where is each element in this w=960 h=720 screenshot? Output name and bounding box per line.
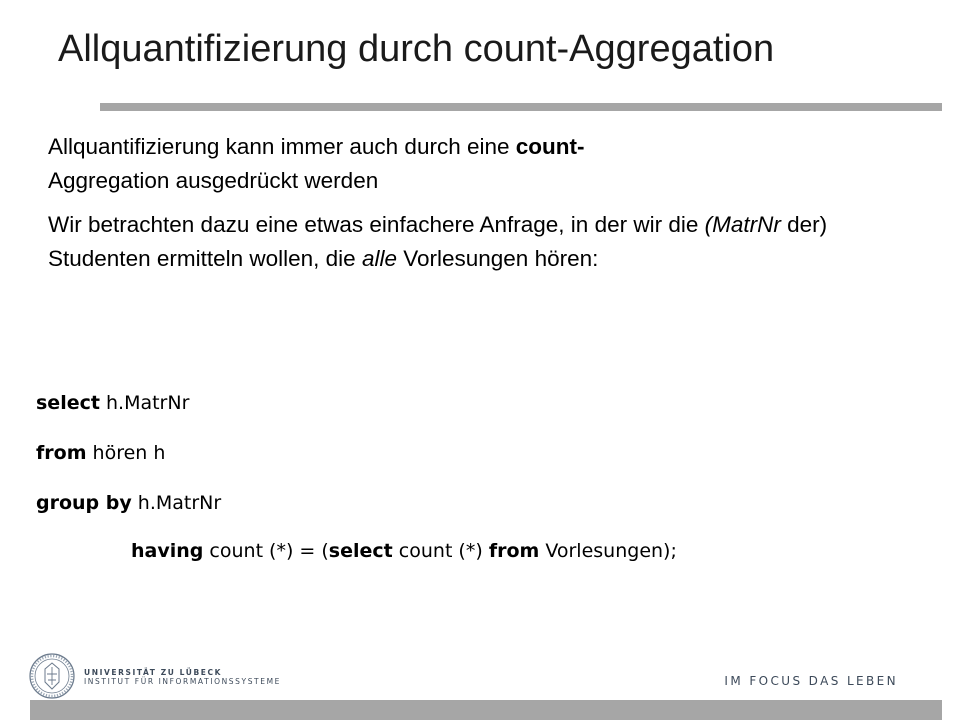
paragraph-2-text-1: Wir betrachten dazu eine etwas einfachere Anfrage, in der wir die bbox=[48, 212, 705, 237]
sql-line-group-by bbox=[36, 492, 221, 514]
sql-text: h.MatrNr bbox=[131, 492, 222, 514]
paragraph-2 bbox=[48, 208, 908, 276]
footer-bar bbox=[30, 700, 942, 720]
paragraph-1-text: Allquantifizierung kann immer auch durch eine bbox=[48, 134, 516, 159]
paragraph-1-bold-count: count- bbox=[515, 134, 585, 159]
sql-line-having bbox=[131, 540, 677, 562]
slide-body bbox=[48, 130, 908, 286]
university-name bbox=[84, 668, 281, 686]
sql-text: count (*) bbox=[392, 540, 489, 562]
sql-text: h.MatrNr bbox=[99, 392, 190, 414]
university-name-line: UNIVERSITÄT ZU LÜBECK bbox=[84, 668, 223, 677]
sql-keyword: having bbox=[131, 540, 204, 562]
sql-text: hören h bbox=[86, 442, 166, 464]
sql-line-select bbox=[36, 392, 189, 414]
institute-name-line: INSTITUT FÜR INFORMATIONSSYSTEME bbox=[84, 677, 281, 686]
sql-keyword: select bbox=[328, 540, 393, 562]
university-logo bbox=[28, 652, 348, 702]
paragraph-2-text-2: der) Studenten ermitteln wollen, die bbox=[48, 212, 828, 271]
sql-keyword: from bbox=[36, 442, 87, 464]
paragraph-1 bbox=[48, 130, 908, 198]
paragraph-1-text-end: Aggregation ausgedrückt werden bbox=[48, 168, 379, 193]
university-seal-icon bbox=[28, 652, 76, 700]
sql-line-from bbox=[36, 442, 165, 464]
paragraph-2-text-3: Vorlesungen hören: bbox=[396, 246, 599, 271]
sql-text: count (*) = ( bbox=[203, 540, 329, 562]
sql-keyword: group by bbox=[36, 492, 132, 514]
footer-tagline: IM FOCUS DAS LEBEN bbox=[724, 674, 898, 688]
sql-keyword: select bbox=[36, 392, 100, 414]
sql-keyword: from bbox=[488, 540, 540, 562]
paragraph-2-italic-matrnr: (MatrNr bbox=[704, 212, 781, 237]
title-divider bbox=[100, 103, 942, 111]
paragraph-2-italic-alle: alle bbox=[361, 246, 397, 271]
slide-title: Allquantifizierung durch count-Aggregation bbox=[58, 28, 775, 70]
sql-text: Vorlesungen); bbox=[539, 540, 677, 562]
